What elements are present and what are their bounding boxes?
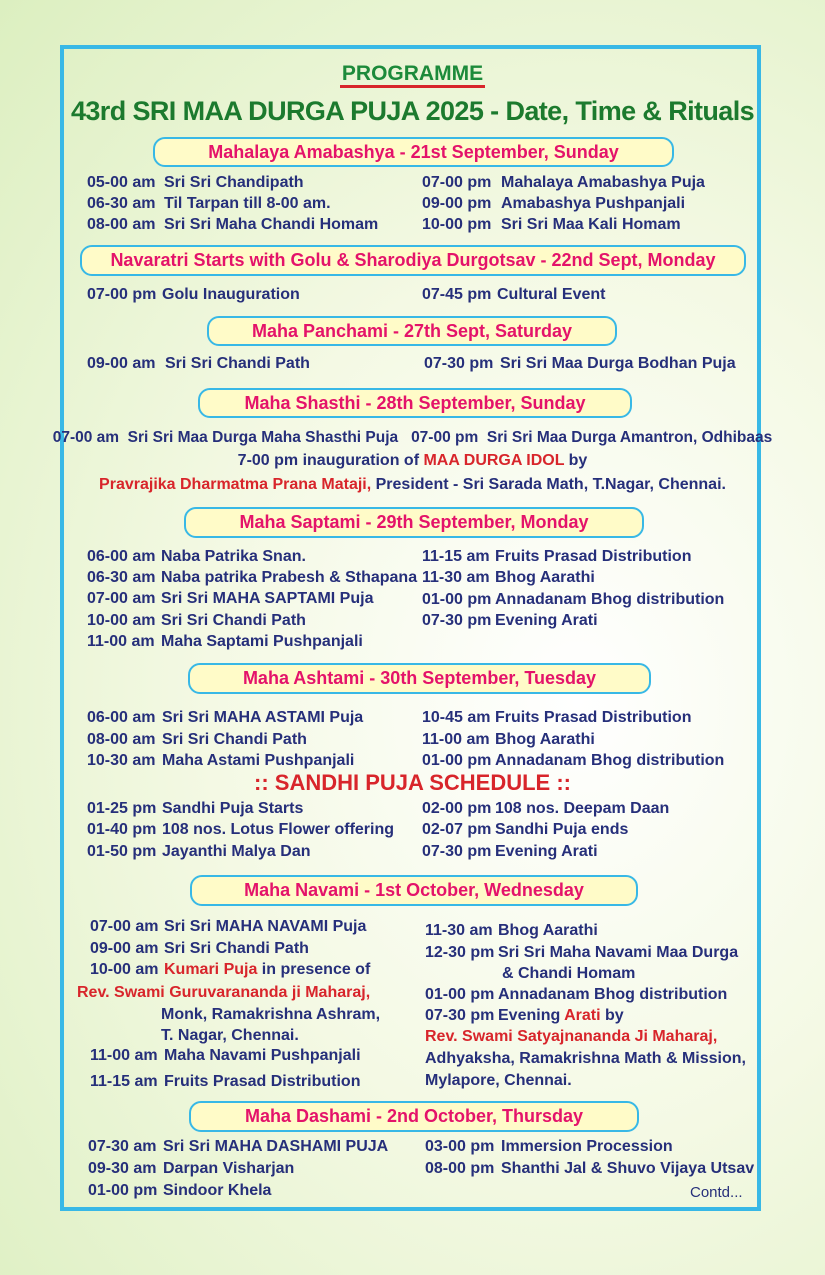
banner-navami: Maha Navami - 1st October, Wednesday [190, 875, 638, 906]
schedule-row: 07-45 pm Cultural Event [422, 286, 606, 303]
schedule-row: 08-00 am Sri Sri Chandi Path [87, 731, 307, 748]
schedule-row: 05-00 am Sri Sri Chandipath [87, 174, 304, 191]
schedule-row: 01-00 pm Annadanam Bhog distribution [425, 986, 728, 1003]
schedule-row: 07-30 pm Sri Sri Maa Durga Bodhan Puja [424, 355, 736, 372]
schedule-row: 11-00 am Bhog Aarathi [422, 731, 595, 748]
banner-shasthi: Maha Shasthi - 28th September, Sunday [198, 388, 632, 418]
schedule-row: 06-30 am Til Tarpan till 8-00 am. [87, 195, 331, 212]
schedule-row: 01-00 pm Annadanam Bhog distribution [422, 591, 725, 608]
schedule-row: 01-40 pm 108 nos. Lotus Flower offering [87, 821, 395, 838]
swami-satyajnananda-detail: Adhyaksha, Ramakrishna Math & Mission, [425, 1050, 746, 1067]
schedule-row: 07-30 pm Evening Arati [422, 843, 598, 860]
banner-ashtami: Maha Ashtami - 30th September, Tuesday [188, 663, 651, 694]
schedule-row: 12-30 pm Sri Sri Maha Navami Maa Durga [425, 944, 739, 961]
schedule-row: 06-00 am Naba Patrika Snan. [87, 548, 306, 565]
schedule-row: 11-30 am Bhog Aarathi [425, 922, 598, 939]
schedule-row: 07-00 pm Golu Inauguration [87, 286, 300, 303]
banner-navaratri: Navaratri Starts with Golu & Sharodiya Durgotsav - 22nd Sept, Monday [80, 245, 746, 276]
schedule-row: 01-25 pm Sandhi Puja Starts [87, 800, 304, 817]
schedule-row: 06-30 am Naba patrika Prabesh & Sthapana [87, 569, 418, 586]
schedule-row: 10-00 am Sri Sri Chandi Path [87, 612, 306, 629]
sandhi-puja-title: :: SANDHI PUJA SCHEDULE :: [254, 770, 571, 795]
schedule-row-continued: & Chandi Homam [502, 965, 636, 982]
inauguration-guest-line: Pravrajika Dharmatma Prana Mataji, President - Sri Sarada Math, T.Nagar, Chennai. [99, 476, 726, 493]
swami-satyajnananda-detail: Mylapore, Chennai. [425, 1072, 572, 1089]
swami-guruvarananda-detail: T. Nagar, Chennai. [161, 1027, 299, 1044]
schedule-row: 09-00 am Sri Sri Chandi Path [90, 940, 309, 957]
schedule-row: 07-00 am Sri Sri MAHA NAVAMI Puja [90, 918, 367, 935]
schedule-row: 09-00 pm Amabashya Pushpanjali [422, 195, 686, 212]
swami-satyajnananda-name: Rev. Swami Satyajnananda Ji Maharaj, [425, 1028, 718, 1045]
swami-guruvarananda-detail: Monk, Ramakrishna Ashram, [161, 1006, 381, 1023]
evening-arati-row: 07-30 pm Evening Arati by [425, 1007, 624, 1024]
schedule-row: 09-00 am Sri Sri Chandi Path [87, 355, 310, 372]
schedule-row: 02-00 pm 108 nos. Deepam Daan [422, 800, 670, 817]
schedule-row: 08-00 am Sri Sri Maha Chandi Homam [87, 216, 379, 233]
schedule-row: 06-00 am Sri Sri MAHA ASTAMI Puja [87, 709, 364, 726]
schedule-row: 02-07 pm Sandhi Puja ends [422, 821, 629, 838]
schedule-row: 11-15 am Fruits Prasad Distribution [422, 548, 692, 565]
programme-heading: PROGRAMME [0, 62, 825, 86]
schedule-row: 11-00 am Maha Saptami Pushpanjali [87, 633, 363, 650]
banner-dashami: Maha Dashami - 2nd October, Thursday [189, 1101, 639, 1132]
banner-saptami: Maha Saptami - 29th September, Monday [184, 507, 644, 538]
schedule-row: 03-00 pm Immersion Procession [425, 1138, 673, 1155]
schedule-row: 01-00 pm Sindoor Khela [88, 1182, 272, 1199]
shasthi-puja-line: 07-00 am Sri Sri Maa Durga Maha Shasthi Puja 07-00 pm Sri Sri Maa Durga Amantron, Odhibaas [52, 429, 773, 446]
banner-panchami: Maha Panchami - 27th Sept, Saturday [207, 316, 617, 346]
schedule-row: 10-45 am Fruits Prasad Distribution [422, 709, 692, 726]
schedule-row: 07-30 pm Evening Arati [422, 612, 598, 629]
schedule-row: 10-30 am Maha Astami Pushpanjali [87, 752, 355, 769]
schedule-row: 07-30 am Sri Sri MAHA DASHAMI PUJA [88, 1138, 389, 1155]
schedule-row: 11-00 am Maha Navami Pushpanjali [90, 1047, 361, 1064]
swami-guruvarananda-name: Rev. Swami Guruvarananda ji Maharaj, [77, 984, 371, 1001]
page-title: 43rd SRI MAA DURGA PUJA 2025 - Date, Time & Rituals [70, 96, 755, 126]
schedule-row: 10-00 pm Sri Sri Maa Kali Homam [422, 216, 681, 233]
banner-mahalaya: Mahalaya Amabashya - 21st September, Sunday [153, 137, 674, 167]
schedule-row: 08-00 pm Shanthi Jal & Shuvo Vijaya Utsav [425, 1160, 755, 1177]
idol-inauguration-line: 7-00 pm inauguration of MAA DURGA IDOL by [237, 452, 588, 469]
schedule-row: 11-15 am Fruits Prasad Distribution [90, 1073, 361, 1090]
schedule-row: 01-00 pm Annadanam Bhog distribution [422, 752, 725, 769]
continued-note: Contd... [690, 1184, 743, 1201]
schedule-row: 07-00 am Sri Sri MAHA SAPTAMI Puja [87, 590, 374, 607]
schedule-row: 09-30 am Darpan Visharjan [88, 1160, 295, 1177]
schedule-row: 07-00 pm Mahalaya Amabashya Puja [422, 174, 705, 191]
schedule-row: 01-50 pm Jayanthi Malya Dan [87, 843, 311, 860]
kumari-puja-row: 10-00 am Kumari Puja in presence of [90, 961, 371, 978]
schedule-row: 11-30 am Bhog Aarathi [422, 569, 595, 586]
